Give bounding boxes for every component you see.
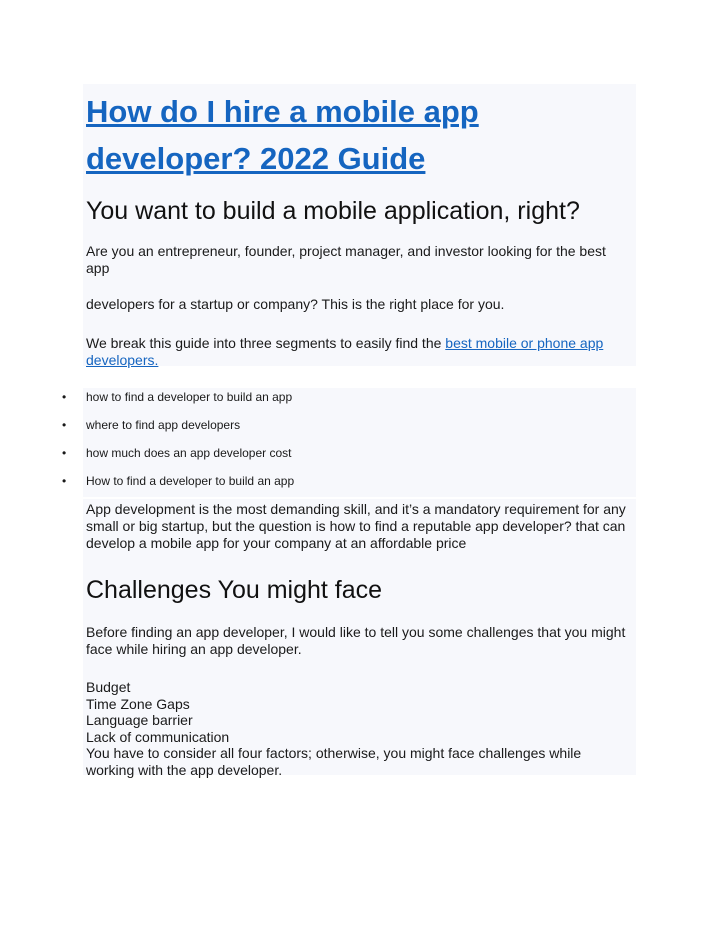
list-item-text: how to find a developer to build an app	[86, 390, 293, 404]
factor-language: Language barrier	[86, 712, 193, 728]
subheading: You want to build a mobile application, right?	[86, 197, 580, 225]
challenges-heading: Challenges You might face	[86, 576, 383, 604]
factor-time-zone: Time Zone Gaps	[86, 695, 190, 712]
intro-paragraph-3	[86, 335, 631, 369]
intro-paragraph-1: Are you an entrepreneur, founder, project manager, and investor looking for the best app	[86, 243, 606, 276]
best-app-developers-link[interactable]: best mobile or phone app developers.	[86, 335, 604, 368]
challenges-intro-paragraph: Before finding an app developer, I would like to tell you some challenges that you might face while hiring an app developer.	[86, 624, 626, 657]
bullet-icon: •	[62, 390, 67, 404]
app-development-paragraph: App development is the most demanding skill, and it’s a mandatory requirement for any small or big startup, but the question is how to find a reputable app developer? that can develop a mobile app for your company at an affordable price	[86, 501, 626, 551]
bullet-icon: •	[62, 418, 67, 432]
factor-budget: Budget	[86, 679, 131, 695]
page-title[interactable]: How do I hire a mobile app developer? 2022 Guide	[86, 94, 479, 176]
intro-paragraph-2: developers for a startup or company? This is the right place for you.	[86, 296, 505, 312]
factor-communication: Lack of communication	[86, 728, 230, 745]
bullet-icon: •	[62, 446, 67, 460]
intro-paragraph-3-text: We break this guide into three segments to easily find the	[86, 335, 446, 351]
list-item-text: How to find a developer to build an app	[86, 474, 295, 488]
segments-list	[0, 388, 640, 500]
list-item	[0, 472, 640, 500]
challenges-factors	[86, 679, 631, 778]
bullet-icon: •	[62, 474, 67, 488]
list-item	[0, 416, 640, 444]
list-item-text: how much does an app developer cost	[86, 446, 292, 460]
challenges-conclusion: You have to consider all four factors; otherwise, you might face challenges while working with the app developer.	[86, 745, 582, 778]
list-item	[0, 388, 640, 416]
list-item-text: where to find app developers	[86, 418, 241, 432]
list-item	[0, 444, 640, 472]
